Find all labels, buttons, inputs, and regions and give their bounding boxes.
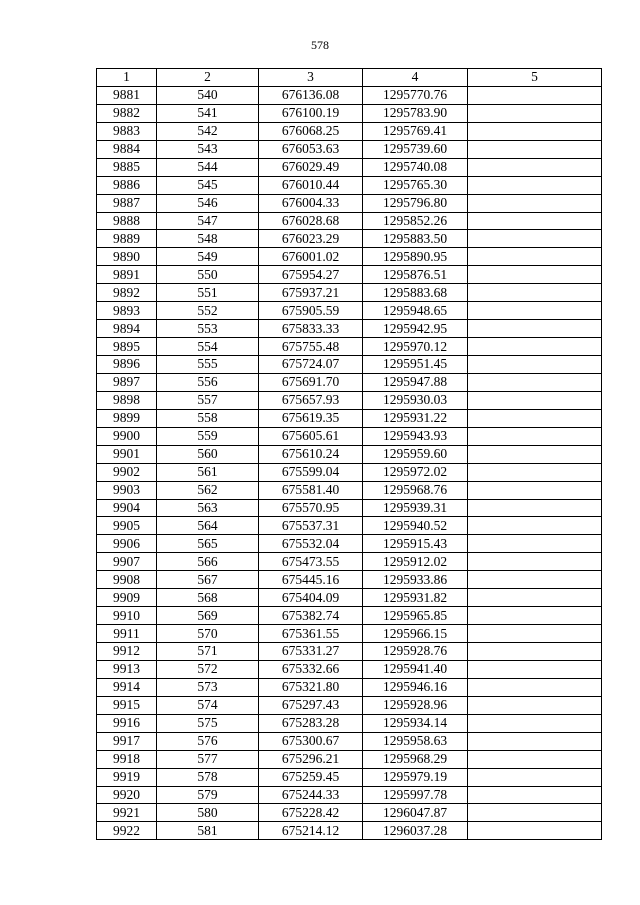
table-cell: 1295890.95 bbox=[363, 248, 468, 266]
table-row bbox=[97, 750, 602, 768]
table-cell bbox=[468, 696, 602, 714]
table-cell: 579 bbox=[157, 786, 259, 804]
table-cell: 675244.33 bbox=[259, 786, 363, 804]
table-cell: 9913 bbox=[97, 660, 157, 678]
table-cell: 545 bbox=[157, 176, 259, 194]
table-cell: 676001.02 bbox=[259, 248, 363, 266]
table-cell: 544 bbox=[157, 158, 259, 176]
table-row bbox=[97, 427, 602, 445]
table-cell: 9918 bbox=[97, 750, 157, 768]
table-cell bbox=[468, 463, 602, 481]
table-cell: 675937.21 bbox=[259, 284, 363, 302]
table-cell: 675332.66 bbox=[259, 660, 363, 678]
table-cell: 571 bbox=[157, 643, 259, 661]
table-cell: 561 bbox=[157, 463, 259, 481]
table-cell: 675691.70 bbox=[259, 373, 363, 391]
table-row bbox=[97, 212, 602, 230]
table-cell: 1295931.22 bbox=[363, 409, 468, 427]
table-cell bbox=[468, 122, 602, 140]
table-cell: 675610.24 bbox=[259, 445, 363, 463]
table-cell: 9911 bbox=[97, 625, 157, 643]
table-cell: 1295883.50 bbox=[363, 230, 468, 248]
table-row bbox=[97, 356, 602, 374]
table-row bbox=[97, 445, 602, 463]
table-cell: 1295940.52 bbox=[363, 517, 468, 535]
table-row bbox=[97, 553, 602, 571]
table-row bbox=[97, 266, 602, 284]
table-row bbox=[97, 660, 602, 678]
table-cell: 676068.25 bbox=[259, 122, 363, 140]
table-cell: 560 bbox=[157, 445, 259, 463]
table-cell: 558 bbox=[157, 409, 259, 427]
table-cell: 9919 bbox=[97, 768, 157, 786]
table-cell: 676100.19 bbox=[259, 104, 363, 122]
table-cell: 1295970.12 bbox=[363, 338, 468, 356]
table-cell: 675473.55 bbox=[259, 553, 363, 571]
table-cell bbox=[468, 248, 602, 266]
table-cell: 9896 bbox=[97, 356, 157, 374]
table-cell: 1295947.88 bbox=[363, 373, 468, 391]
table-cell bbox=[468, 158, 602, 176]
table-row bbox=[97, 86, 602, 104]
table-row bbox=[97, 589, 602, 607]
table-row bbox=[97, 409, 602, 427]
table-cell: 1295968.29 bbox=[363, 750, 468, 768]
table-cell: 9909 bbox=[97, 589, 157, 607]
table-cell: 1295965.85 bbox=[363, 607, 468, 625]
table-cell bbox=[468, 176, 602, 194]
table-row bbox=[97, 248, 602, 266]
table-cell: 1295876.51 bbox=[363, 266, 468, 284]
table-cell: 9920 bbox=[97, 786, 157, 804]
table-cell: 9884 bbox=[97, 140, 157, 158]
table-cell: 676029.49 bbox=[259, 158, 363, 176]
table-row bbox=[97, 122, 602, 140]
table-cell: 1295770.76 bbox=[363, 86, 468, 104]
table-cell bbox=[468, 786, 602, 804]
table-cell: 1295930.03 bbox=[363, 391, 468, 409]
table-row bbox=[97, 463, 602, 481]
table-cell: 1295943.93 bbox=[363, 427, 468, 445]
table-cell: 575 bbox=[157, 714, 259, 732]
column-header: 4 bbox=[363, 69, 468, 87]
table-cell bbox=[468, 86, 602, 104]
table-cell bbox=[468, 481, 602, 499]
table-cell: 566 bbox=[157, 553, 259, 571]
table-cell: 676010.44 bbox=[259, 176, 363, 194]
table-row bbox=[97, 302, 602, 320]
table-cell: 1295979.19 bbox=[363, 768, 468, 786]
table-cell: 9910 bbox=[97, 607, 157, 625]
table-cell: 1295765.30 bbox=[363, 176, 468, 194]
table-row bbox=[97, 643, 602, 661]
table-cell: 9902 bbox=[97, 463, 157, 481]
table-cell bbox=[468, 356, 602, 374]
table-cell: 675296.21 bbox=[259, 750, 363, 768]
table-cell: 675724.07 bbox=[259, 356, 363, 374]
table-cell: 675581.40 bbox=[259, 481, 363, 499]
table-cell bbox=[468, 732, 602, 750]
table-cell: 540 bbox=[157, 86, 259, 104]
table-cell: 676028.68 bbox=[259, 212, 363, 230]
table-cell bbox=[468, 589, 602, 607]
table-cell bbox=[468, 320, 602, 338]
table-cell: 1295941.40 bbox=[363, 660, 468, 678]
table-cell bbox=[468, 768, 602, 786]
table-cell: 675657.93 bbox=[259, 391, 363, 409]
table-row bbox=[97, 499, 602, 517]
table-cell: 554 bbox=[157, 338, 259, 356]
table-cell: 9907 bbox=[97, 553, 157, 571]
table-cell bbox=[468, 445, 602, 463]
table-cell bbox=[468, 535, 602, 553]
table-cell: 675228.42 bbox=[259, 804, 363, 822]
table-cell bbox=[468, 104, 602, 122]
table-cell: 548 bbox=[157, 230, 259, 248]
table-row bbox=[97, 625, 602, 643]
table-cell: 675300.67 bbox=[259, 732, 363, 750]
table-cell bbox=[468, 553, 602, 571]
table-cell bbox=[468, 230, 602, 248]
table-cell: 581 bbox=[157, 822, 259, 840]
column-header: 3 bbox=[259, 69, 363, 87]
table-cell bbox=[468, 499, 602, 517]
table-cell: 1296037.28 bbox=[363, 822, 468, 840]
table-cell: 9890 bbox=[97, 248, 157, 266]
table-cell: 1296047.87 bbox=[363, 804, 468, 822]
table-cell: 568 bbox=[157, 589, 259, 607]
table-cell: 1295915.43 bbox=[363, 535, 468, 553]
table-cell: 9901 bbox=[97, 445, 157, 463]
table-cell: 574 bbox=[157, 696, 259, 714]
table-cell: 9892 bbox=[97, 284, 157, 302]
table-cell bbox=[468, 391, 602, 409]
table-cell: 675331.27 bbox=[259, 643, 363, 661]
table-row bbox=[97, 822, 602, 840]
table-cell: 675537.31 bbox=[259, 517, 363, 535]
table-cell: 1295931.82 bbox=[363, 589, 468, 607]
table-cell: 559 bbox=[157, 427, 259, 445]
table-cell: 675382.74 bbox=[259, 607, 363, 625]
table-cell: 676053.63 bbox=[259, 140, 363, 158]
table-cell: 9882 bbox=[97, 104, 157, 122]
table-cell: 9885 bbox=[97, 158, 157, 176]
table-cell: 1295912.02 bbox=[363, 553, 468, 571]
table-cell bbox=[468, 660, 602, 678]
table-cell: 9897 bbox=[97, 373, 157, 391]
table-cell: 675283.28 bbox=[259, 714, 363, 732]
table-row bbox=[97, 338, 602, 356]
table-cell: 542 bbox=[157, 122, 259, 140]
table-row bbox=[97, 732, 602, 750]
table-row bbox=[97, 391, 602, 409]
table-row bbox=[97, 571, 602, 589]
table-cell: 9917 bbox=[97, 732, 157, 750]
table-cell: 552 bbox=[157, 302, 259, 320]
table-cell: 676136.08 bbox=[259, 86, 363, 104]
table-cell bbox=[468, 643, 602, 661]
table-cell: 9916 bbox=[97, 714, 157, 732]
table-cell bbox=[468, 714, 602, 732]
table-cell: 567 bbox=[157, 571, 259, 589]
table-cell bbox=[468, 373, 602, 391]
table-cell bbox=[468, 302, 602, 320]
table-cell bbox=[468, 284, 602, 302]
table-cell bbox=[468, 625, 602, 643]
page-number: 578 bbox=[311, 38, 329, 52]
table-cell: 1295783.90 bbox=[363, 104, 468, 122]
table-cell: 555 bbox=[157, 356, 259, 374]
table-row bbox=[97, 535, 602, 553]
table-body bbox=[97, 86, 602, 839]
table-row bbox=[97, 714, 602, 732]
table-cell: 9894 bbox=[97, 320, 157, 338]
table-cell: 675321.80 bbox=[259, 678, 363, 696]
table-row bbox=[97, 230, 602, 248]
table-cell: 546 bbox=[157, 194, 259, 212]
table-cell: 1295966.15 bbox=[363, 625, 468, 643]
table-cell: 577 bbox=[157, 750, 259, 768]
table-cell: 9895 bbox=[97, 338, 157, 356]
table-row bbox=[97, 607, 602, 625]
table-cell: 9883 bbox=[97, 122, 157, 140]
table-cell: 675599.04 bbox=[259, 463, 363, 481]
table-cell: 9899 bbox=[97, 409, 157, 427]
table-cell: 675755.48 bbox=[259, 338, 363, 356]
table-cell: 1295928.96 bbox=[363, 696, 468, 714]
table-cell: 676004.33 bbox=[259, 194, 363, 212]
table-cell: 562 bbox=[157, 481, 259, 499]
table-cell: 1295933.86 bbox=[363, 571, 468, 589]
table-row bbox=[97, 194, 602, 212]
table-cell: 1295972.02 bbox=[363, 463, 468, 481]
table-cell: 9905 bbox=[97, 517, 157, 535]
table-cell: 9898 bbox=[97, 391, 157, 409]
table-cell: 9903 bbox=[97, 481, 157, 499]
table-cell bbox=[468, 750, 602, 768]
table-cell: 1295852.26 bbox=[363, 212, 468, 230]
table-cell: 565 bbox=[157, 535, 259, 553]
coordinates-table bbox=[96, 68, 602, 840]
table-cell: 1295951.45 bbox=[363, 356, 468, 374]
table-cell: 553 bbox=[157, 320, 259, 338]
table-row bbox=[97, 158, 602, 176]
table-cell: 550 bbox=[157, 266, 259, 284]
table-cell: 1295769.41 bbox=[363, 122, 468, 140]
table-cell: 1295946.16 bbox=[363, 678, 468, 696]
table-cell: 9888 bbox=[97, 212, 157, 230]
table-cell: 578 bbox=[157, 768, 259, 786]
table-header-row bbox=[97, 69, 602, 87]
table-cell bbox=[468, 409, 602, 427]
table-cell: 675605.61 bbox=[259, 427, 363, 445]
table-cell: 9904 bbox=[97, 499, 157, 517]
table-cell bbox=[468, 607, 602, 625]
table-cell: 675833.33 bbox=[259, 320, 363, 338]
table-row bbox=[97, 517, 602, 535]
table-cell bbox=[468, 212, 602, 230]
table-cell: 1295934.14 bbox=[363, 714, 468, 732]
table-cell: 9908 bbox=[97, 571, 157, 589]
table-row bbox=[97, 768, 602, 786]
table-cell: 675954.27 bbox=[259, 266, 363, 284]
table-cell bbox=[468, 266, 602, 284]
table-cell: 551 bbox=[157, 284, 259, 302]
table-cell: 556 bbox=[157, 373, 259, 391]
table-row bbox=[97, 786, 602, 804]
table-cell: 541 bbox=[157, 104, 259, 122]
column-header: 5 bbox=[468, 69, 602, 87]
table-cell: 675905.59 bbox=[259, 302, 363, 320]
table-row bbox=[97, 176, 602, 194]
table-cell: 1295958.63 bbox=[363, 732, 468, 750]
table-cell bbox=[468, 140, 602, 158]
table-cell: 547 bbox=[157, 212, 259, 230]
table-cell: 676023.29 bbox=[259, 230, 363, 248]
table-cell: 1295948.65 bbox=[363, 302, 468, 320]
table-row bbox=[97, 804, 602, 822]
table-cell bbox=[468, 427, 602, 445]
table-cell: 1295883.68 bbox=[363, 284, 468, 302]
table-row bbox=[97, 320, 602, 338]
table-cell: 9900 bbox=[97, 427, 157, 445]
table-cell: 9893 bbox=[97, 302, 157, 320]
table-cell bbox=[468, 194, 602, 212]
table-cell: 1295942.95 bbox=[363, 320, 468, 338]
table-row bbox=[97, 373, 602, 391]
table-cell: 9915 bbox=[97, 696, 157, 714]
table-cell: 675619.35 bbox=[259, 409, 363, 427]
table-cell: 9889 bbox=[97, 230, 157, 248]
table-cell: 675214.12 bbox=[259, 822, 363, 840]
table-cell: 1295739.60 bbox=[363, 140, 468, 158]
table-row bbox=[97, 104, 602, 122]
table-cell: 675532.04 bbox=[259, 535, 363, 553]
table-row bbox=[97, 284, 602, 302]
table-cell: 9886 bbox=[97, 176, 157, 194]
table-cell: 569 bbox=[157, 607, 259, 625]
table-cell: 563 bbox=[157, 499, 259, 517]
table-cell: 675361.55 bbox=[259, 625, 363, 643]
table-cell: 1295959.60 bbox=[363, 445, 468, 463]
table-cell: 9922 bbox=[97, 822, 157, 840]
table-cell: 675259.45 bbox=[259, 768, 363, 786]
table-cell: 1295740.08 bbox=[363, 158, 468, 176]
table-cell: 9881 bbox=[97, 86, 157, 104]
table-cell: 675297.43 bbox=[259, 696, 363, 714]
table-row bbox=[97, 140, 602, 158]
column-header: 1 bbox=[97, 69, 157, 87]
table-row bbox=[97, 481, 602, 499]
table-cell: 573 bbox=[157, 678, 259, 696]
table-cell: 675404.09 bbox=[259, 589, 363, 607]
table-row bbox=[97, 696, 602, 714]
table-cell: 1295997.78 bbox=[363, 786, 468, 804]
table-cell bbox=[468, 678, 602, 696]
table-cell: 570 bbox=[157, 625, 259, 643]
table-cell: 557 bbox=[157, 391, 259, 409]
table-cell bbox=[468, 822, 602, 840]
table-cell: 1295928.76 bbox=[363, 643, 468, 661]
table-cell: 1295939.31 bbox=[363, 499, 468, 517]
table-cell bbox=[468, 571, 602, 589]
table-cell: 9914 bbox=[97, 678, 157, 696]
table-cell: 549 bbox=[157, 248, 259, 266]
table-cell: 1295796.80 bbox=[363, 194, 468, 212]
table-cell bbox=[468, 804, 602, 822]
table-cell bbox=[468, 517, 602, 535]
column-header: 2 bbox=[157, 69, 259, 87]
table-cell: 9891 bbox=[97, 266, 157, 284]
table-cell: 9887 bbox=[97, 194, 157, 212]
table-cell bbox=[468, 338, 602, 356]
table-cell: 1295968.76 bbox=[363, 481, 468, 499]
table-cell: 9921 bbox=[97, 804, 157, 822]
table-cell: 675570.95 bbox=[259, 499, 363, 517]
table-cell: 9912 bbox=[97, 643, 157, 661]
table-cell: 576 bbox=[157, 732, 259, 750]
table-cell: 564 bbox=[157, 517, 259, 535]
table-cell: 580 bbox=[157, 804, 259, 822]
table-row bbox=[97, 678, 602, 696]
table-cell: 543 bbox=[157, 140, 259, 158]
table-cell: 572 bbox=[157, 660, 259, 678]
table-cell: 675445.16 bbox=[259, 571, 363, 589]
table-cell: 9906 bbox=[97, 535, 157, 553]
